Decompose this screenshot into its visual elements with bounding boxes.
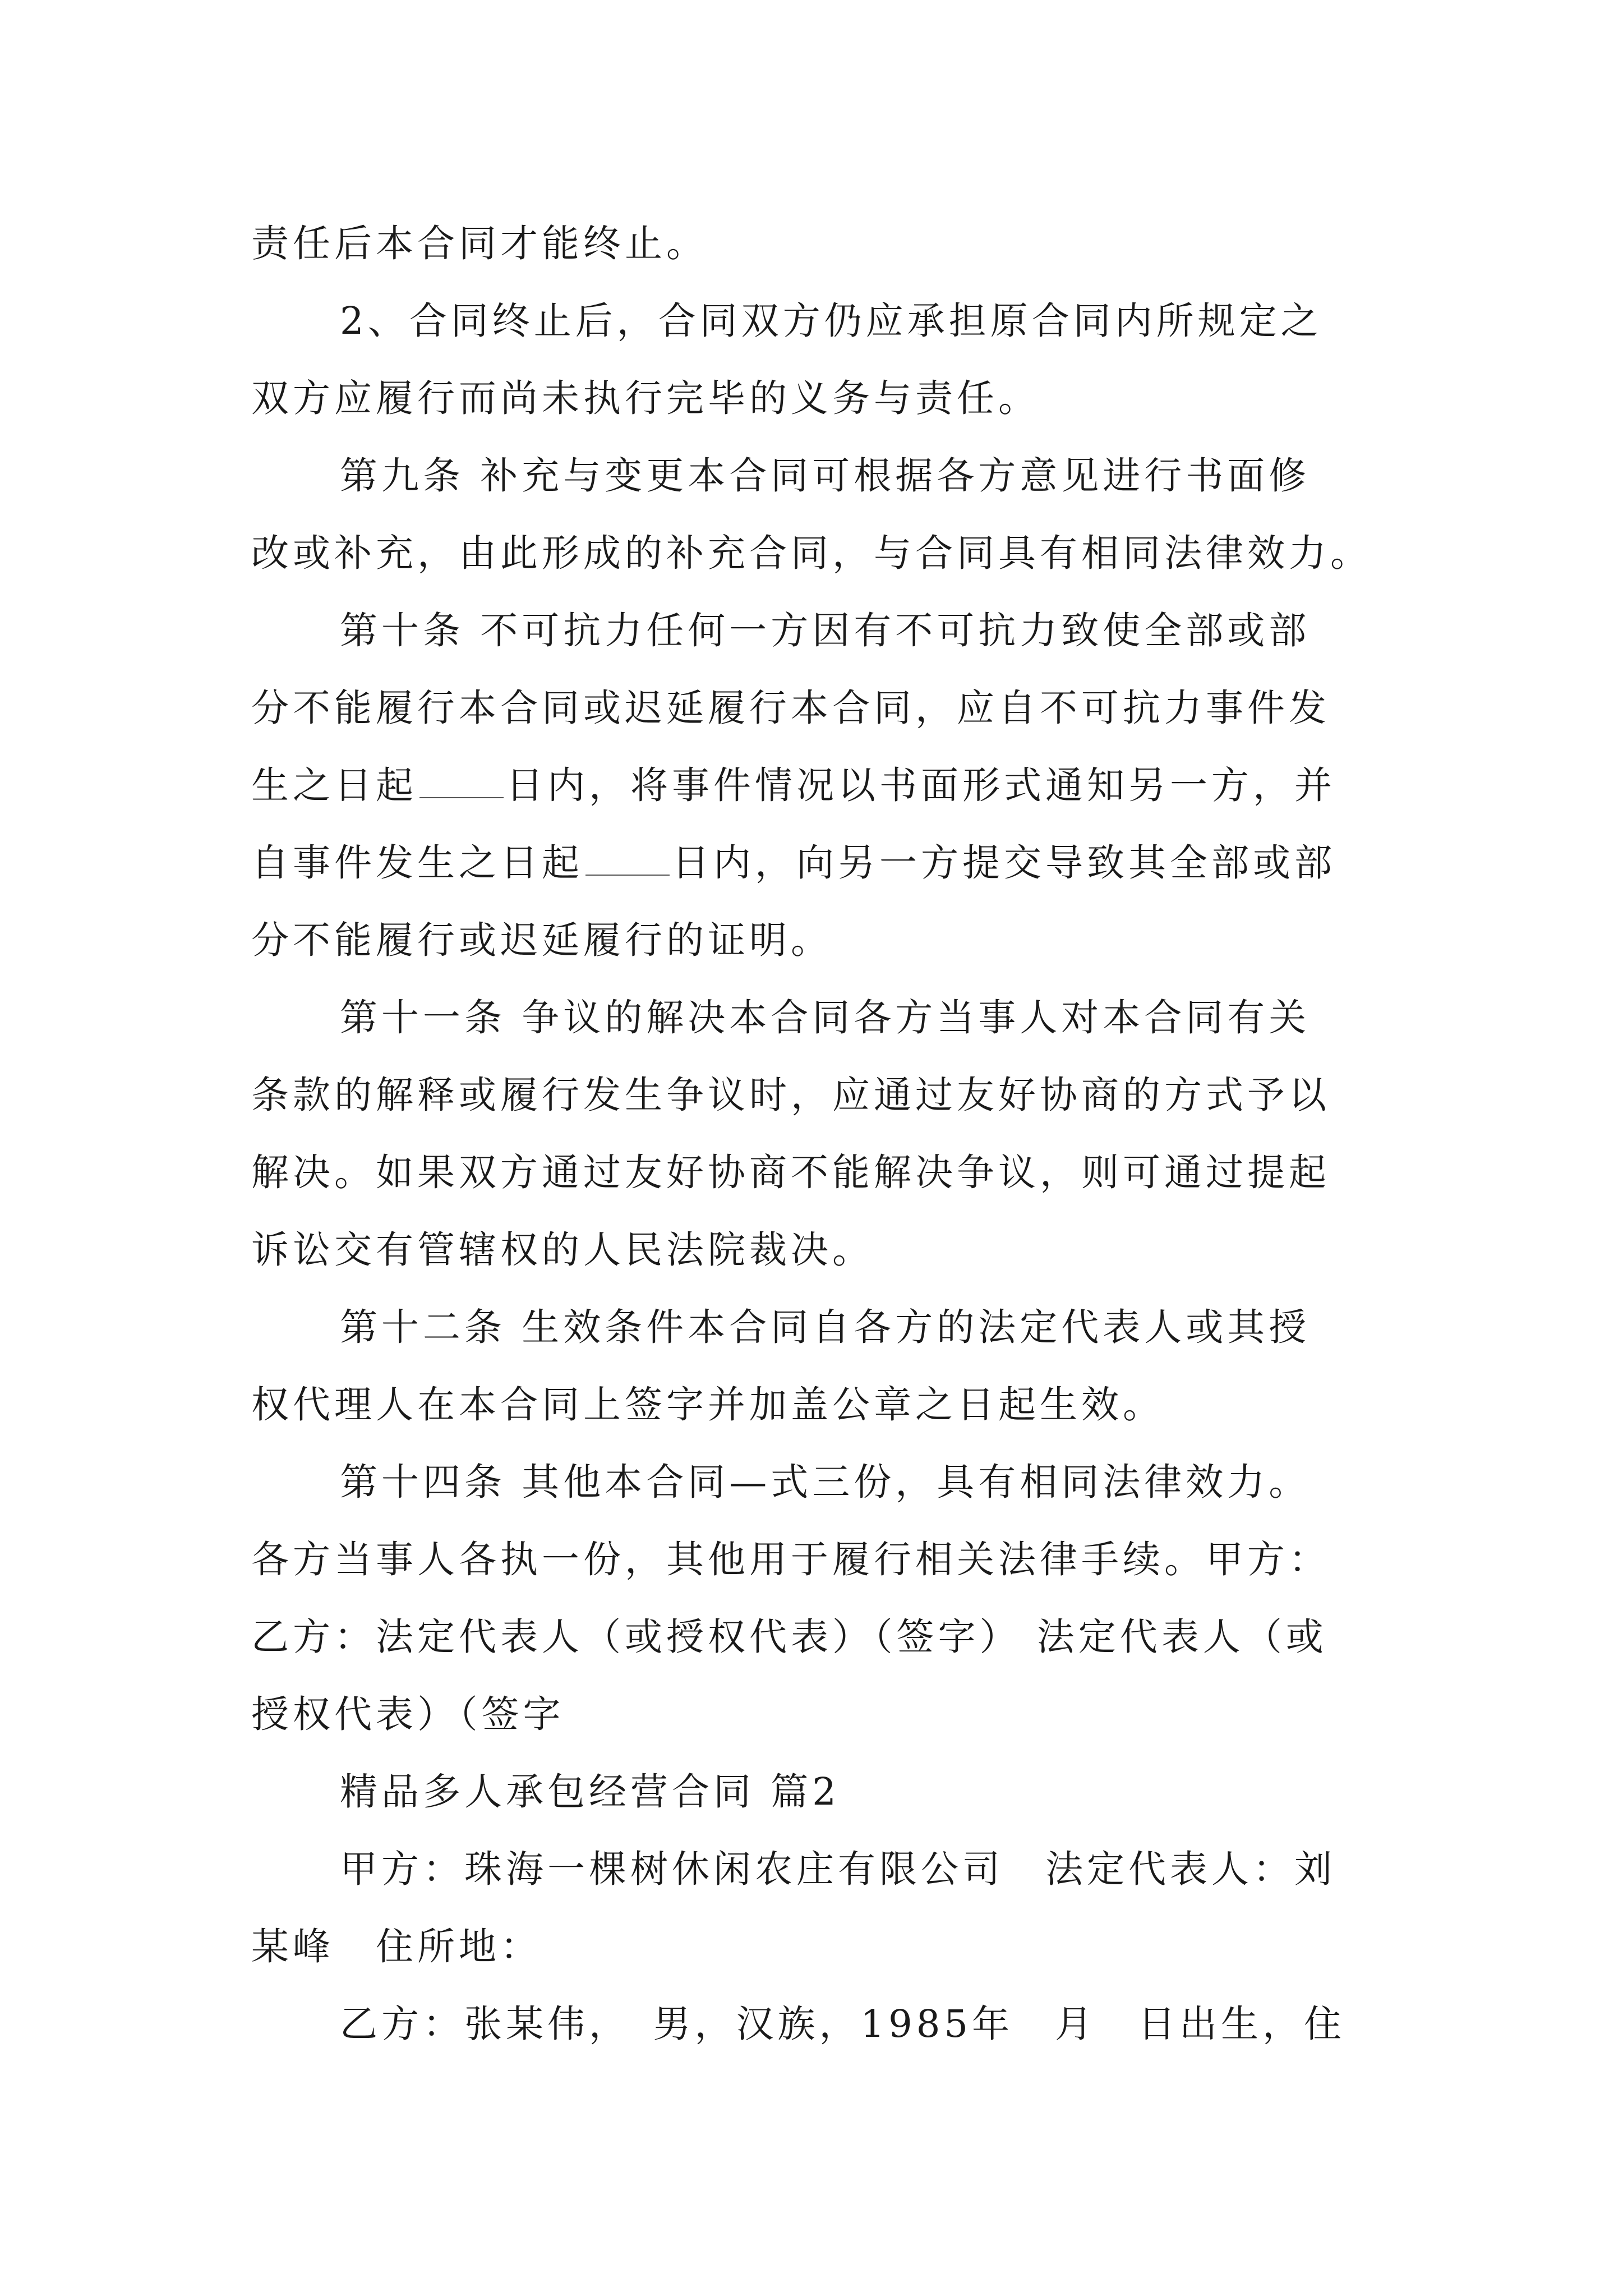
section-title-line: 精品多人承包经营合同 篇2: [340, 1770, 840, 1814]
text-line-2: 2、合同终止后，合同双方仍应承担原合同内所规定之: [340, 299, 1322, 343]
article-10-heading-line: 第十条 不可抗力任何一方因有不可抗力致使全部或部: [340, 609, 1311, 652]
text-line-16: 权代理人在本合同上签字并加盖公章之日起生效。: [251, 1383, 1164, 1427]
text-line-12: 条款的解释或履行发生争议时，应通过友好协商的方式予以: [251, 1073, 1330, 1117]
party-b-line: 乙方：张某伟， 男，汉族，1985年 月 日出生，住: [340, 2002, 1346, 2046]
article-14-heading-line: 第十四条 其他本合同—式三份，具有相同法律效力。: [340, 1460, 1311, 1504]
text-line-5: 改或补充，由此形成的补充合同，与合同具有相同法律效力。: [251, 531, 1372, 575]
text-line-9: [251, 824, 1378, 901]
text-line-20: 授权代表）（签字: [251, 1692, 565, 1736]
article-11-heading-line: 第十一条 争议的解决本合同各方当事人对本合同有关: [340, 996, 1311, 1039]
text-line-3: 双方应履行而尚未执行完毕的义务与责任。: [251, 376, 1040, 420]
party-a-line: 甲方：珠海一棵树休闲农庄有限公司 法定代表人：刘: [340, 1847, 1336, 1891]
text-line-23: 某峰 住所地：: [251, 1925, 542, 1968]
article-9-heading-line: 第九条 补充与变更本合同可根据各方意见进行书面修: [340, 454, 1311, 498]
text-line-19: 乙方：法定代表人（或授权代表）（签字） 法定代表人（或: [251, 1615, 1327, 1659]
text-line-1: 责任后本合同才能终止。: [251, 222, 708, 265]
text-line-9-pre: 自事件发生之日起: [251, 841, 583, 885]
text-line-18: 各方当事人各执一份，其他用于履行相关法律手续。甲方：: [251, 1538, 1330, 1581]
text-line-13: 解决。如果双方通过友好协商不能解决争议，则可通过提起: [251, 1151, 1330, 1194]
text-line-8: [251, 747, 1378, 824]
text-line-10: 分不能履行或迟延履行的证明。: [251, 918, 832, 962]
text-line-8-pre: 生之日起: [251, 763, 417, 807]
text-line-9-post: 日内，向另一方提交导致其全部或部: [672, 841, 1336, 885]
fill-in-blank: [585, 874, 670, 876]
text-line-7: 分不能履行本合同或迟延履行本合同，应自不可抗力事件发: [251, 686, 1330, 730]
fill-in-blank: [419, 797, 504, 798]
article-12-heading-line: 第十二条 生效条件本合同自各方的法定代表人或其授: [340, 1305, 1311, 1349]
text-line-8-post: 日内，将事件情况以书面形式通知另一方，并: [506, 763, 1336, 807]
document-body: [251, 205, 1378, 2063]
text-line-14: 诉讼交有管辖权的人民法院裁决。: [251, 1228, 874, 1272]
